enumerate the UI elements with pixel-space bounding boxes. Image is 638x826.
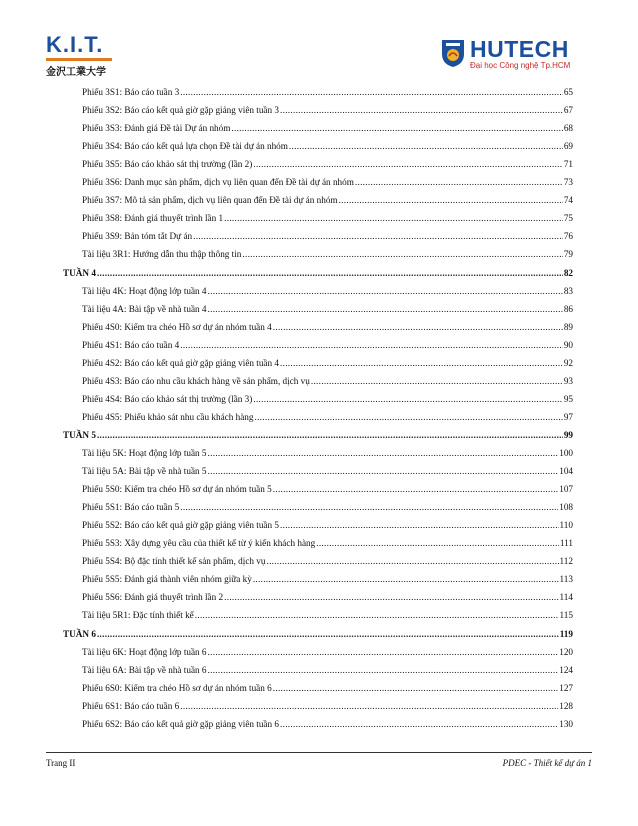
toc-entry[interactable] (82, 355, 573, 371)
toc-entry-label: Phiếu 5S5: Đánh giá thành viên nhóm giữa kỳ (82, 574, 252, 585)
toc-entry[interactable] (82, 102, 573, 118)
toc-entry-page: 95 (563, 393, 573, 404)
toc-entry-label: Tài liệu 6K: Hoạt động lớp tuần 6 (82, 646, 207, 657)
toc-leader-dots (316, 535, 559, 551)
toc-entry[interactable] (82, 210, 573, 226)
toc-leader-dots (97, 626, 559, 642)
toc-entry[interactable] (82, 698, 573, 714)
toc-leader-dots (224, 589, 558, 605)
toc-entry[interactable] (82, 571, 573, 587)
toc-entry-page: 74 (563, 195, 573, 206)
toc-section-entry[interactable] (63, 427, 573, 443)
toc-leader-dots (180, 499, 558, 515)
toc-leader-dots (231, 120, 562, 136)
toc-entry-label: Phiếu 3S4: Báo cáo kết quả lựa chọn Đề tài dự án nhóm (82, 141, 288, 152)
toc-entry-label: Tài liệu 4A: Bài tập về nhà tuần 4 (82, 303, 207, 314)
toc-entry-label: Tài liệu 5A: Bài tập về nhà tuần 5 (82, 466, 207, 477)
toc-entry-page: 86 (563, 303, 573, 314)
footer-divider (46, 752, 592, 753)
toc-entry-label: Phiếu 5S3: Xây dựng yêu cầu của thiết kế từ ý kiến khách hàng (82, 538, 316, 549)
toc-leader-dots (208, 301, 563, 317)
toc-leader-dots (195, 607, 559, 623)
toc-entry-page: 107 (559, 484, 573, 495)
toc-leader-dots (254, 409, 562, 425)
toc-entry[interactable] (82, 138, 573, 154)
toc-entry-page: 100 (559, 448, 573, 458)
toc-entry-page: 120 (559, 646, 573, 657)
toc-entry-label: Phiếu 5S6: Đánh giá thuyết trình lần 2 (82, 592, 224, 603)
toc-leader-dots (280, 102, 563, 118)
toc-entry-page: 82 (563, 267, 573, 278)
toc-leader-dots (253, 391, 562, 407)
toc-entry-label: Tài liệu 5K: Hoạt động lớp tuần 5 (82, 448, 207, 458)
toc-entry-page: 68 (563, 123, 573, 134)
toc-leader-dots (339, 192, 563, 208)
toc-entry[interactable] (82, 174, 573, 190)
toc-entry-label: Phiếu 5S2: Báo cáo kết quả giờ gặp giảng viên tuần 5 (82, 520, 279, 531)
toc-entry-page: 69 (563, 141, 573, 152)
toc-leader-dots (180, 337, 563, 353)
footer-document-title: PDEC - Thiết kế dự án 1 (502, 758, 592, 768)
toc-entry-label: Phiếu 6S1: Báo cáo tuần 6 (82, 700, 180, 711)
toc-entry[interactable] (82, 607, 573, 623)
toc-entry-page: 124 (559, 664, 573, 675)
toc-entry-page: 73 (563, 177, 573, 188)
toc-entry-label: Phiếu 3S6: Danh mục sản phẩm, dịch vụ liên quan đến Đề tài dự án nhóm (82, 177, 354, 188)
toc-leader-dots (208, 644, 559, 660)
toc-entry[interactable] (82, 481, 573, 497)
toc-leader-dots (273, 481, 558, 497)
toc-entry[interactable] (82, 84, 573, 100)
toc-entry-label: Phiếu 5S4: Bộ đặc tính thiết kế sản phẩm, dịch vụ (82, 556, 266, 567)
toc-entry[interactable] (82, 283, 573, 299)
toc-entry[interactable] (82, 535, 573, 551)
toc-entry[interactable] (82, 680, 573, 696)
toc-leader-dots (311, 373, 563, 389)
toc-entry[interactable] (82, 192, 573, 208)
toc-leader-dots (97, 427, 563, 443)
toc-entry[interactable] (82, 644, 573, 660)
toc-entry-label: TUẦN 5 (63, 429, 96, 440)
toc-entry[interactable] (82, 319, 573, 335)
toc-entry-label: Phiếu 3S2: Báo cáo kết quả giờ gặp giảng viên tuần 3 (82, 105, 279, 116)
toc-entry-page: 130 (559, 718, 573, 729)
toc-leader-dots (224, 210, 563, 226)
toc-leader-dots (280, 355, 563, 371)
toc-entry-page: 83 (563, 285, 573, 296)
kit-logo-subtitle: 金沢工業大学 (46, 67, 106, 78)
toc-entry-page: 113 (559, 574, 573, 585)
toc-entry[interactable] (82, 373, 573, 389)
toc-entry-label: Phiếu 4S0: Kiểm tra chéo Hồ sơ dự án nhóm tuần 4 (82, 321, 272, 332)
toc-entry[interactable] (82, 120, 573, 136)
toc-entry[interactable] (82, 156, 573, 172)
hutech-logo-subtitle: Đại học Công nghệ Tp.HCM (470, 61, 571, 70)
kit-logo-underline (46, 58, 112, 61)
toc-entry-label: Phiếu 3S5: Báo cáo khảo sát thị trường (lần 2) (82, 159, 253, 170)
toc-entry-page: 110 (559, 520, 573, 531)
toc-entry-label: Phiếu 4S5: Phiếu khảo sát nhu cầu khách hàng (82, 411, 254, 422)
toc-entry-label: Tài liệu 5R1: Đặc tính thiết kế (82, 610, 194, 621)
toc-entry[interactable] (82, 445, 573, 461)
toc-entry-page: 97 (563, 411, 573, 422)
toc-entry-label: Phiếu 4S2: Báo cáo kết quả giờ gặp giảng viên tuần 4 (82, 357, 279, 368)
hutech-logo (440, 38, 590, 78)
toc-entry-label: Phiếu 3S3: Đánh giá Đề tài Dự án nhóm (82, 123, 231, 134)
toc-entry-page: 112 (559, 556, 573, 567)
kit-logo-text: K.I.T. (46, 32, 104, 57)
toc-entry[interactable] (82, 463, 573, 479)
toc-entry-label: Phiếu 5S1: Báo cáo tuần 5 (82, 502, 180, 513)
toc-entry-label: Phiếu 3S7: Mô tả sản phẩm, dịch vụ liên quan đến Đề tài dự án nhóm (82, 195, 338, 206)
toc-entry-label: Phiếu 5S0: Kiểm tra chéo Hồ sơ dự án nhóm tuần 5 (82, 484, 272, 495)
kit-logo (46, 32, 136, 78)
toc-entry-label: Tài liệu 6A: Bài tập về nhà tuần 6 (82, 664, 207, 675)
toc-entry[interactable] (82, 391, 573, 407)
toc-entry-page: 119 (559, 628, 573, 639)
toc-entry-label: TUẦN 6 (63, 628, 96, 639)
toc-leader-dots (253, 571, 559, 587)
toc-leader-dots (180, 698, 558, 714)
hutech-logo-text: HUTECH (470, 36, 569, 62)
toc-entry-label: Phiếu 3S9: Bản tóm tắt Dự án (82, 231, 193, 242)
toc-entry-page: 71 (563, 159, 573, 170)
toc-leader-dots (97, 265, 563, 281)
toc-entry-label: Tài liệu 3R1: Hướng dẫn thu thập thông tin (82, 249, 242, 260)
toc-leader-dots (208, 283, 563, 299)
toc-entry-label: TUẦN 4 (63, 267, 96, 278)
toc-entry-page: 93 (563, 375, 573, 386)
toc-leader-dots (273, 319, 563, 335)
toc-leader-dots (208, 662, 559, 678)
toc-entry-page: 89 (563, 321, 573, 332)
toc-leader-dots (193, 228, 563, 244)
toc-entry-page: 108 (559, 502, 573, 513)
toc-entry-page: 92 (563, 357, 573, 368)
toc-entry-page: 79 (563, 249, 573, 260)
toc-entry-page: 127 (559, 682, 573, 693)
toc-leader-dots (253, 156, 562, 172)
toc-entry[interactable] (82, 409, 573, 425)
toc-entry-page: 111 (559, 538, 573, 549)
toc-leader-dots (273, 680, 558, 696)
toc-entry-page: 75 (563, 213, 573, 224)
toc-entry-page: 104 (559, 466, 573, 477)
toc-entry[interactable] (82, 246, 573, 262)
toc-entry[interactable] (82, 337, 573, 353)
toc-leader-dots (355, 174, 563, 190)
toc-entry-page: 128 (559, 700, 573, 711)
toc-entry-label: Phiếu 6S0: Kiểm tra chéo Hồ sơ dự án nhóm tuần 6 (82, 682, 272, 693)
toc-leader-dots (289, 138, 563, 154)
toc-section-entry[interactable] (63, 626, 573, 642)
toc-entry-label: Phiếu 3S8: Đánh giá thuyết trình lần 1 (82, 213, 224, 224)
toc-entry[interactable] (82, 301, 573, 317)
toc-entry-page: 90 (563, 339, 573, 350)
toc-leader-dots (242, 246, 562, 262)
toc-entry-page: 67 (563, 105, 573, 116)
toc-entry-page: 65 (563, 87, 573, 97)
toc-entry-label: Phiếu 3S1: Báo cáo tuần 3 (82, 87, 180, 97)
toc-leader-dots (280, 716, 558, 732)
toc-entry[interactable] (82, 517, 573, 533)
toc-entry-label: Phiếu 4S3: Báo cáo nhu cầu khách hàng về sản phẩm, dịch vụ (82, 375, 310, 386)
toc-entry[interactable] (82, 499, 573, 515)
toc-entry[interactable] (82, 589, 573, 605)
toc-section-entry[interactable] (63, 265, 573, 281)
toc-entry[interactable] (82, 716, 573, 732)
toc-leader-dots (208, 445, 559, 461)
toc-entry-page: 115 (559, 610, 573, 621)
toc-entry[interactable] (82, 553, 573, 569)
toc-entry-page: 99 (563, 429, 573, 440)
toc-leader-dots (280, 517, 559, 533)
toc-entry-label: Tài liệu 4K: Hoạt động lớp tuần 4 (82, 285, 207, 296)
toc-entry-page: 114 (559, 592, 573, 603)
toc-leader-dots (180, 84, 563, 100)
toc-entry-page: 76 (563, 231, 573, 242)
footer-page-number: Trang II (46, 758, 76, 768)
toc-entry[interactable] (82, 662, 573, 678)
toc-leader-dots (266, 553, 558, 569)
toc-entry-label: Phiếu 4S4: Báo cáo khảo sát thị trường (lần 3) (82, 393, 253, 404)
toc-entry-label: Phiếu 6S2: Báo cáo kết quả giờ gặp giảng viên tuần 6 (82, 718, 279, 729)
hutech-emblem-icon (440, 38, 466, 68)
toc-entry-label: Phiếu 4S1: Báo cáo tuần 4 (82, 339, 180, 350)
toc-entry[interactable] (82, 228, 573, 244)
toc-leader-dots (208, 463, 559, 479)
